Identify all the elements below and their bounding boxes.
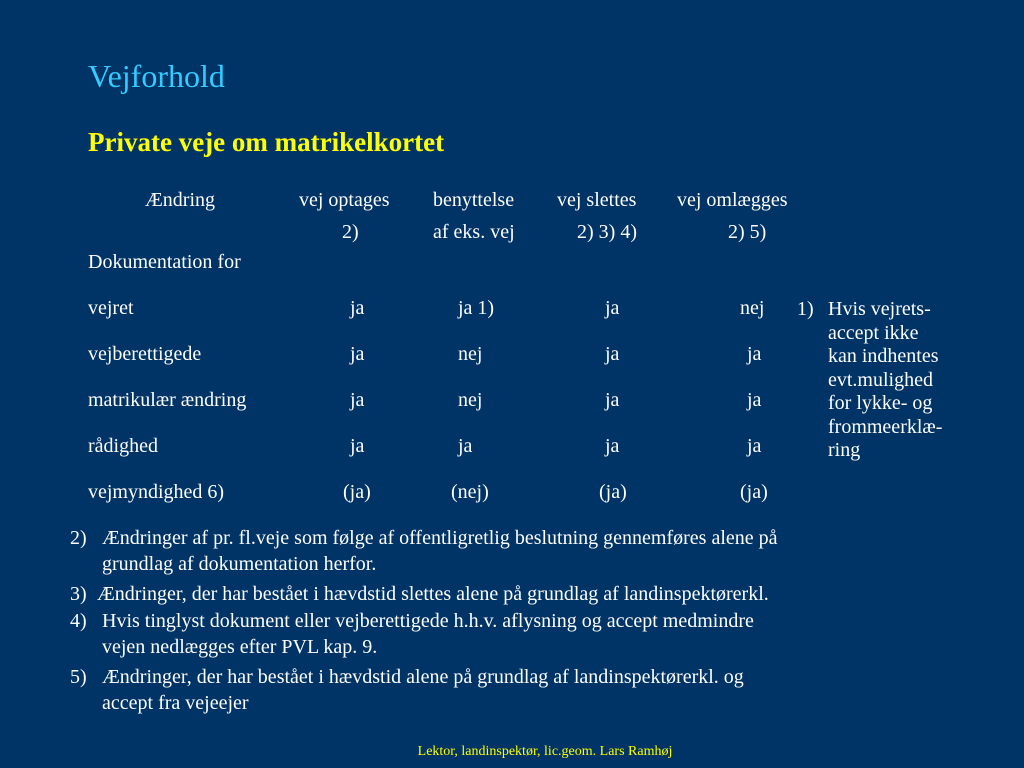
table-cell: ja	[605, 389, 620, 411]
table-cell: nej	[458, 343, 483, 365]
table-cell: ja	[605, 297, 620, 319]
table-cell: ja	[605, 435, 620, 457]
side-note	[828, 298, 998, 463]
footnote-number: 2)	[70, 527, 87, 549]
column-header-benyttelse-line2: af eks. vej	[433, 221, 515, 243]
column-header-vej-optages: vej optages	[299, 189, 390, 211]
column-header-vej-slettes-note: 2) 3) 4)	[577, 221, 637, 243]
page-title: Vejforhold	[88, 58, 225, 94]
side-note-line: Hvis vejrets-	[828, 298, 931, 320]
column-header-vej-slettes: vej slettes	[557, 189, 637, 211]
side-note-line: frommeerklæ-	[828, 415, 943, 438]
table-cell: ja	[747, 435, 762, 457]
footnote-line: Ændringer af pr. fl.veje som følge af offentligretlig beslutning gennemføres alene på	[102, 527, 778, 549]
footnote-number: 4)	[70, 610, 87, 632]
table-cell: (nej)	[451, 481, 489, 503]
table-cell: nej	[740, 297, 765, 319]
table-cell: ja	[747, 389, 762, 411]
side-note-line: evt.mulighed	[828, 368, 933, 391]
footnote-number: 3)	[70, 583, 87, 605]
footnote-line: grundlag af dokumentation herfor.	[102, 553, 377, 575]
footnote-line: accept fra vejeejer	[102, 692, 249, 714]
row-label: rådighed	[88, 435, 158, 457]
row-label: vejmyndighed 6)	[88, 481, 225, 503]
footnote-line: Hvis tinglyst dokument eller vejberettigede h.h.v. aflysning og accept medmindre	[102, 610, 754, 632]
table-cell: (ja)	[599, 481, 627, 503]
side-note-line: accept ikke	[828, 321, 919, 344]
table-cell: ja 1)	[458, 297, 495, 319]
column-header-vej-omlaegges-note: 2) 5)	[728, 221, 767, 243]
table-cell: ja	[747, 343, 762, 365]
side-note-number: 1)	[797, 298, 814, 320]
table-cell: ja	[350, 389, 365, 411]
table-cell: ja	[605, 343, 620, 365]
column-header-vej-omlaegges: vej omlægges	[677, 189, 788, 211]
row-label: matrikulær ændring	[88, 389, 247, 411]
footnote-line: Ændringer, der har bestået i hævdstid slettes alene på grundlag af landinspektørerkl.	[97, 583, 769, 605]
table-cell: ja	[350, 435, 365, 457]
table-cell: ja	[350, 343, 365, 365]
table-cell: nej	[458, 389, 483, 411]
column-header-benyttelse: benyttelse	[433, 189, 515, 211]
footnote-number: 5)	[70, 666, 87, 688]
footer-text: Lektor, landinspektør, lic.geom. Lars Ramhøj	[417, 744, 673, 759]
side-note-line: ring	[828, 439, 861, 461]
column-header-vej-optages-note: 2)	[342, 221, 359, 243]
table-cell: (ja)	[343, 481, 371, 503]
footnote-line: vejen nedlægges efter PVL kap. 9.	[102, 636, 378, 658]
row-label: vejret	[88, 297, 134, 319]
side-note-line: for lykke- og	[828, 392, 933, 414]
side-note-line: kan indhentes	[828, 345, 939, 367]
table-cell: (ja)	[740, 481, 768, 503]
table-corner-label: Ændring	[145, 189, 215, 211]
table-cell: ja	[458, 435, 473, 457]
section-label: Dokumentation for	[88, 251, 241, 273]
footnote-line: Ændringer, der har bestået i hævdstid alene på grundlag af landinspektørerkl. og	[102, 666, 744, 688]
row-label: vejberettigede	[88, 343, 202, 365]
table-cell: ja	[350, 297, 365, 319]
footer	[0, 744, 1024, 760]
page-subtitle: Private veje om matrikelkortet	[88, 127, 445, 157]
